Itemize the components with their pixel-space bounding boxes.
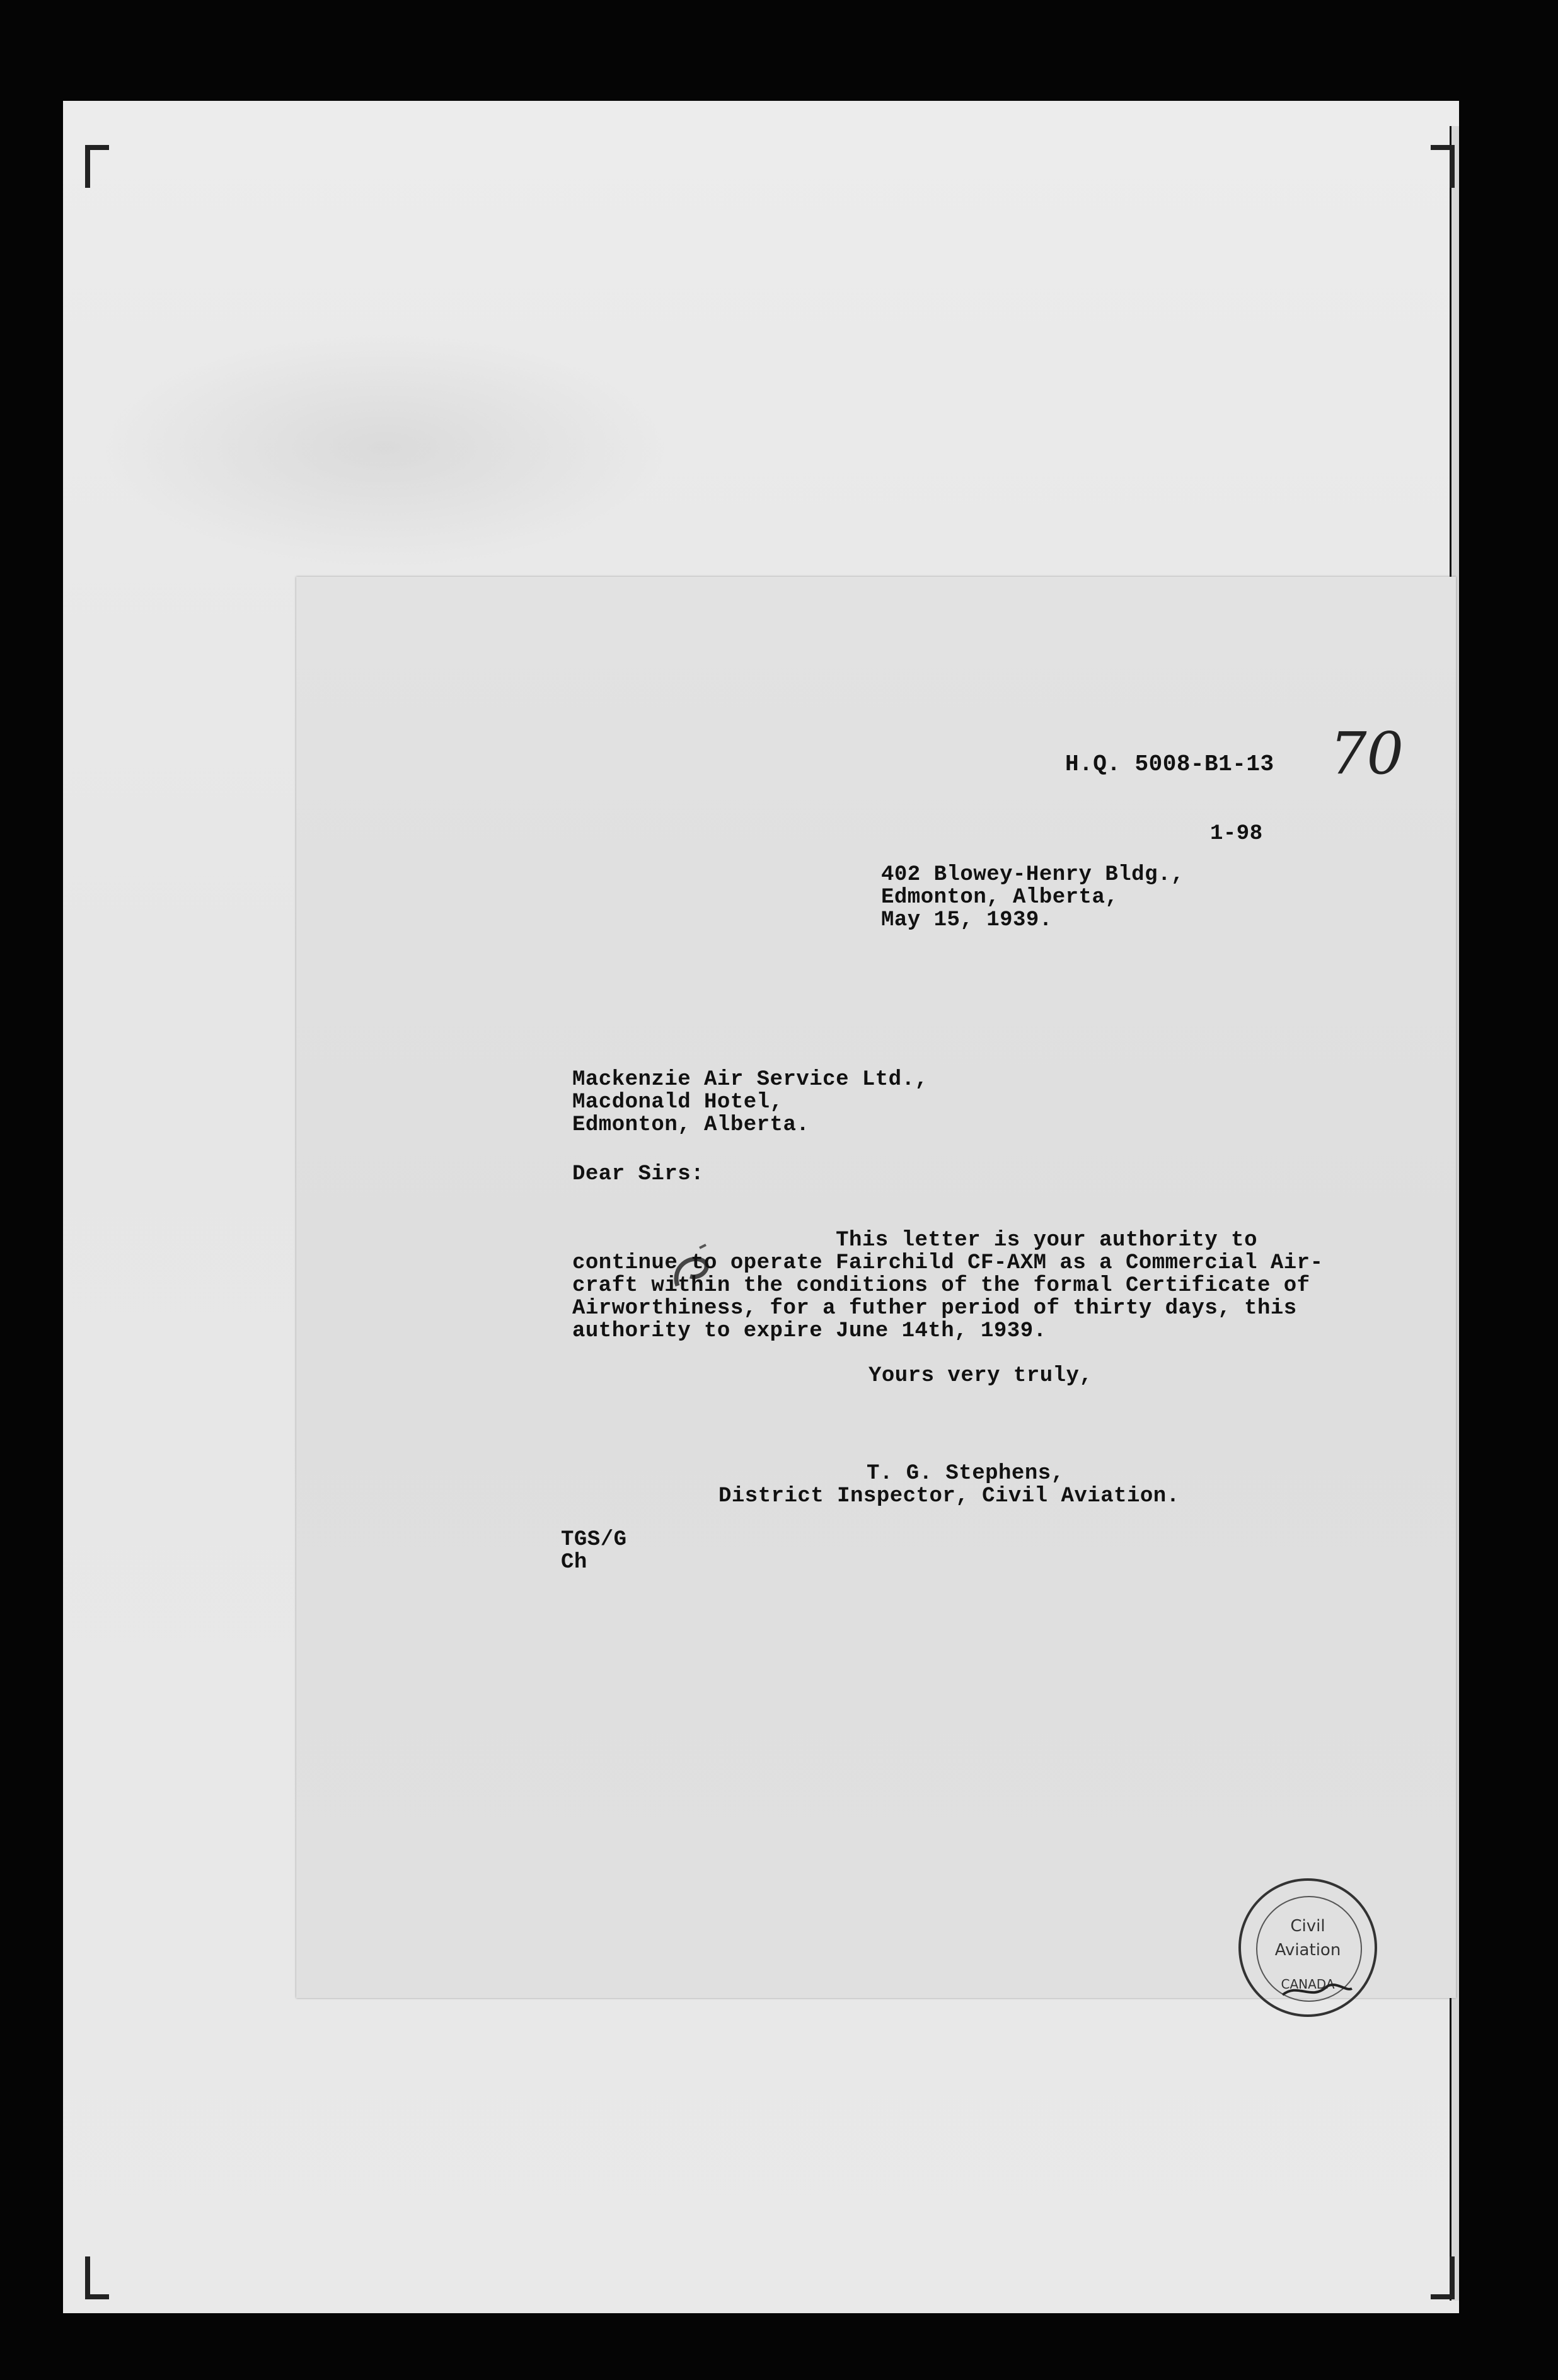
signer-name: T. G. Stephens, — [867, 1462, 1065, 1486]
signer-title: District Inspector, Civil Aviation. — [718, 1484, 1180, 1508]
recipient-line: Mackenzie Air Service Ltd., — [572, 1068, 928, 1092]
body-line: continue to operate Fairchild CF-AXM as a Commercial Air- — [572, 1251, 1324, 1275]
serial-number: 1-98 — [1210, 822, 1263, 846]
folio-number: 70 — [1330, 720, 1404, 787]
recipient-line: Edmonton, Alberta. — [572, 1113, 810, 1137]
body-line: authority to expire June 14th, 1939. — [572, 1319, 1047, 1343]
sender-address-line: 402 Blowey-Henry Bldg., — [881, 863, 1184, 887]
body-line: This letter is your authority to — [572, 1228, 1257, 1252]
frame-corner-bottom-right — [1431, 2256, 1455, 2299]
body-line: craft within the conditions of the formal Certificate of — [572, 1274, 1310, 1298]
sender-address-line: Edmonton, Alberta, — [881, 886, 1119, 910]
frame-corner-top-right — [1431, 145, 1455, 188]
stamp-line: Civil — [1290, 1917, 1325, 1936]
paper-smudge — [101, 328, 668, 567]
letter-date: May 15, 1939. — [881, 908, 1053, 932]
signature-scribble — [1279, 1979, 1355, 2004]
stamp-line: CANADA — [1281, 1977, 1335, 1992]
stamp-line: Aviation — [1274, 1941, 1341, 1960]
salutation: Dear Sirs: — [572, 1162, 705, 1186]
letter-page — [296, 577, 1456, 1998]
body-line: Airworthiness, for a futher period of thirty days, this — [572, 1297, 1297, 1320]
reference-initials: Ch — [561, 1551, 587, 1574]
frame-corner-top-left — [85, 145, 109, 188]
file-reference: H.Q. 5008-B1-13 — [1065, 751, 1274, 777]
frame-corner-bottom-left — [85, 2256, 109, 2299]
closing: Yours very truly, — [868, 1364, 1093, 1388]
recipient-line: Macdonald Hotel, — [572, 1090, 783, 1114]
reference-initials: TGS/G — [561, 1528, 627, 1552]
